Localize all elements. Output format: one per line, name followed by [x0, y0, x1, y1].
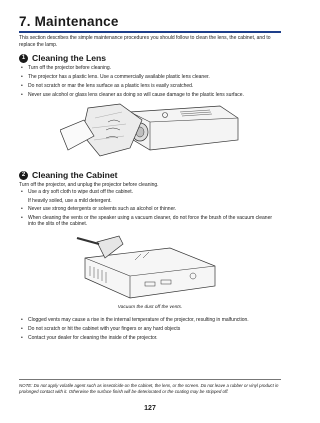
section2-heading [19, 170, 117, 180]
page-title: 7. Maintenance [19, 14, 119, 29]
section2-bullet-list-b [19, 206, 281, 230]
section2-intro: Turn off the projector, and unplug the projector before cleaning. [19, 182, 159, 188]
intro-paragraph: This section describes the simple maintenance procedures you should follow to clean the lens, the cabinet, and to replace the lamp. [19, 35, 271, 48]
section2-number-badge: 2 [19, 171, 28, 180]
lens-cleaning-illustration [60, 100, 240, 160]
list-item: • The projector has a plastic lens. Use a commercially available plastic lens cleaner. [19, 74, 281, 80]
list-item: • Never use alcohol or glass lens cleaner as doing so will cause damage to the plastic lens surface. [19, 92, 281, 98]
page-number: 127 [144, 405, 156, 412]
list-item: • Do not scratch or mar the lens surface as a plastic lens is easily scratched. [19, 83, 281, 89]
sub-note: If heavily soiled, use a mild detergent. [28, 198, 112, 204]
section1-title: Cleaning the Lens [32, 53, 107, 63]
list-item: • Use a dry soft cloth to wipe dust off the cabinet. [19, 189, 281, 195]
illustration-caption: Vacuum the dust off the vents. [117, 305, 183, 310]
section2-bullet-list-a [19, 189, 281, 198]
section2-bullet-list-c [19, 317, 281, 344]
list-item: • Do not scratch or hit the cabinet with your fingers or any hard objects [19, 326, 281, 332]
title-underline [19, 31, 281, 33]
note-divider [19, 379, 281, 380]
section2-title: Cleaning the Cabinet [32, 170, 118, 180]
section1-number-badge: 1 [19, 54, 28, 63]
list-item: • Contact your dealer for cleaning the inside of the projector. [19, 335, 281, 341]
list-item: • Turn off the projector before cleaning. [19, 65, 281, 71]
note-text: NOTE: Do not apply volatile agent such as insecticide on the cabinet, the lens, or the screen. Do not leave a rubber or vinyl product in prolonged contact with it. Otherwise the surface finish will be deteriorated or the coating may be stripped off. [19, 383, 279, 394]
vacuum-vents-illustration [75, 234, 225, 304]
section1-bullet-list [19, 65, 281, 101]
list-item: • When cleaning the vents or the speaker using a vacuum cleaner, do not force the brush of the vacuum cleaner into the slits of the cabinet. [19, 215, 281, 228]
list-item: • Clogged vents may cause a rise in the internal temperature of the projector, resulting in malfunction. [19, 317, 281, 323]
list-item: • Never use strong detergents or solvents such as alcohol or thinner. [19, 206, 281, 212]
section1-heading [19, 53, 106, 63]
